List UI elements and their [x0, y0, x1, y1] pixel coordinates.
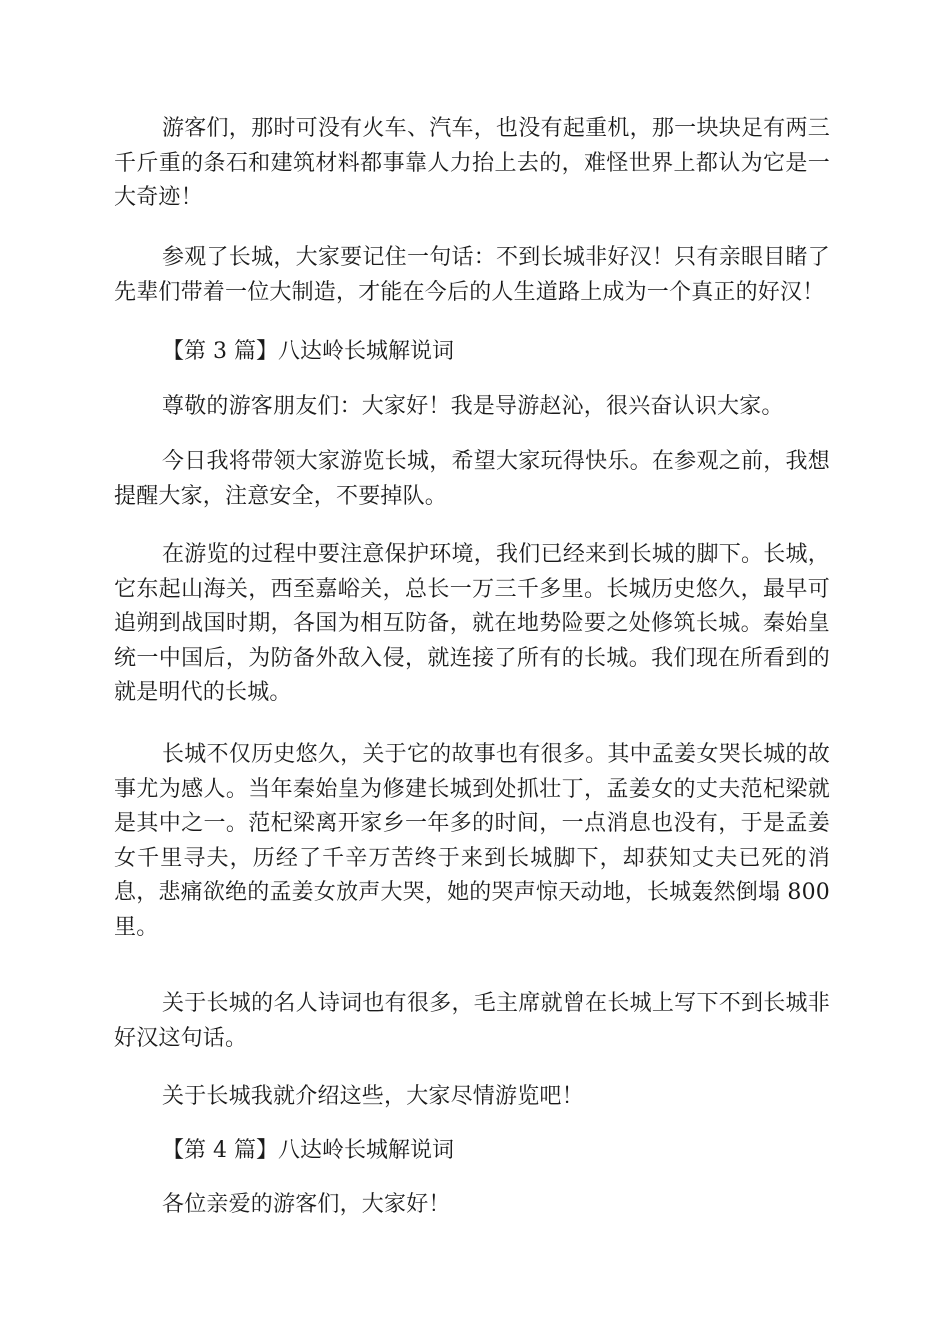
paragraph-welcome: 各位亲爱的游客们，大家好！ — [162, 1192, 451, 1217]
section-heading-4: 【第 4 篇】八达岭长城解说词 — [162, 1138, 454, 1163]
paragraph-poetry: 关于长城的名人诗词也有很多，毛主席就曾在长城上写下不到长城非好汉这句话。 — [114, 991, 830, 1051]
paragraph-visitors-no-machines: 游客们，那时可没有火车、汽车，也没有起重机，那一块块足有两三千斤重的条石和建筑材料都事靠人力抬上去的，难怪世界上都认为它是一大奇迹！ — [114, 116, 830, 210]
paragraph-meng-jiangnu: 长城不仅历史悠久，关于它的故事也有很多。其中孟姜女哭长城的故事尤为感人。当年秦始皇为修建长城到处抓壮丁，孟姜女的丈夫范杞梁就是其中之一。范杞梁离开家乡一年多的时间，一点消息也没有，于是孟姜女千里寻夫，历经了千辛万苦终于来到长城脚下，却获知丈夫已死的消息，悲痛欲绝的孟姜女放声大哭，她的哭声惊天动地，长城轰然倒塌 800 里。 — [114, 742, 830, 940]
paragraph-safety-reminder: 今日我将带领大家游览长城，希望大家玩得快乐。在参观之前，我想提醒大家，注意安全，不要掉队。 — [114, 449, 830, 509]
paragraph-history: 在游览的过程中要注意保护环境，我们已经来到长城的脚下。长城，它东起山海关，西至嘉峪关，总长一万三千多里。长城历史悠久，最早可追朔到战国时期，各国为相互防备，就在地势险要之处修筑长城。秦始皇统一中国后，为防备外敌入侵，就连接了所有的长城。我们现在所看到的就是明代的长城。 — [114, 542, 830, 705]
paragraph-great-wall-hero: 参观了长城，大家要记住一句话：不到长城非好汉！只有亲眼目睹了先辈们带着一位大制造，才能在今后的人生道路上成为一个真正的好汉！ — [114, 245, 830, 305]
paragraph-closing: 关于长城我就介绍这些，大家尽情游览吧！ — [162, 1084, 584, 1109]
section-heading-3: 【第 3 篇】八达岭长城解说词 — [162, 339, 454, 364]
paragraph-greeting-guide: 尊敬的游客朋友们：大家好！我是导游赵沁，很兴奋认识大家。 — [162, 394, 784, 419]
